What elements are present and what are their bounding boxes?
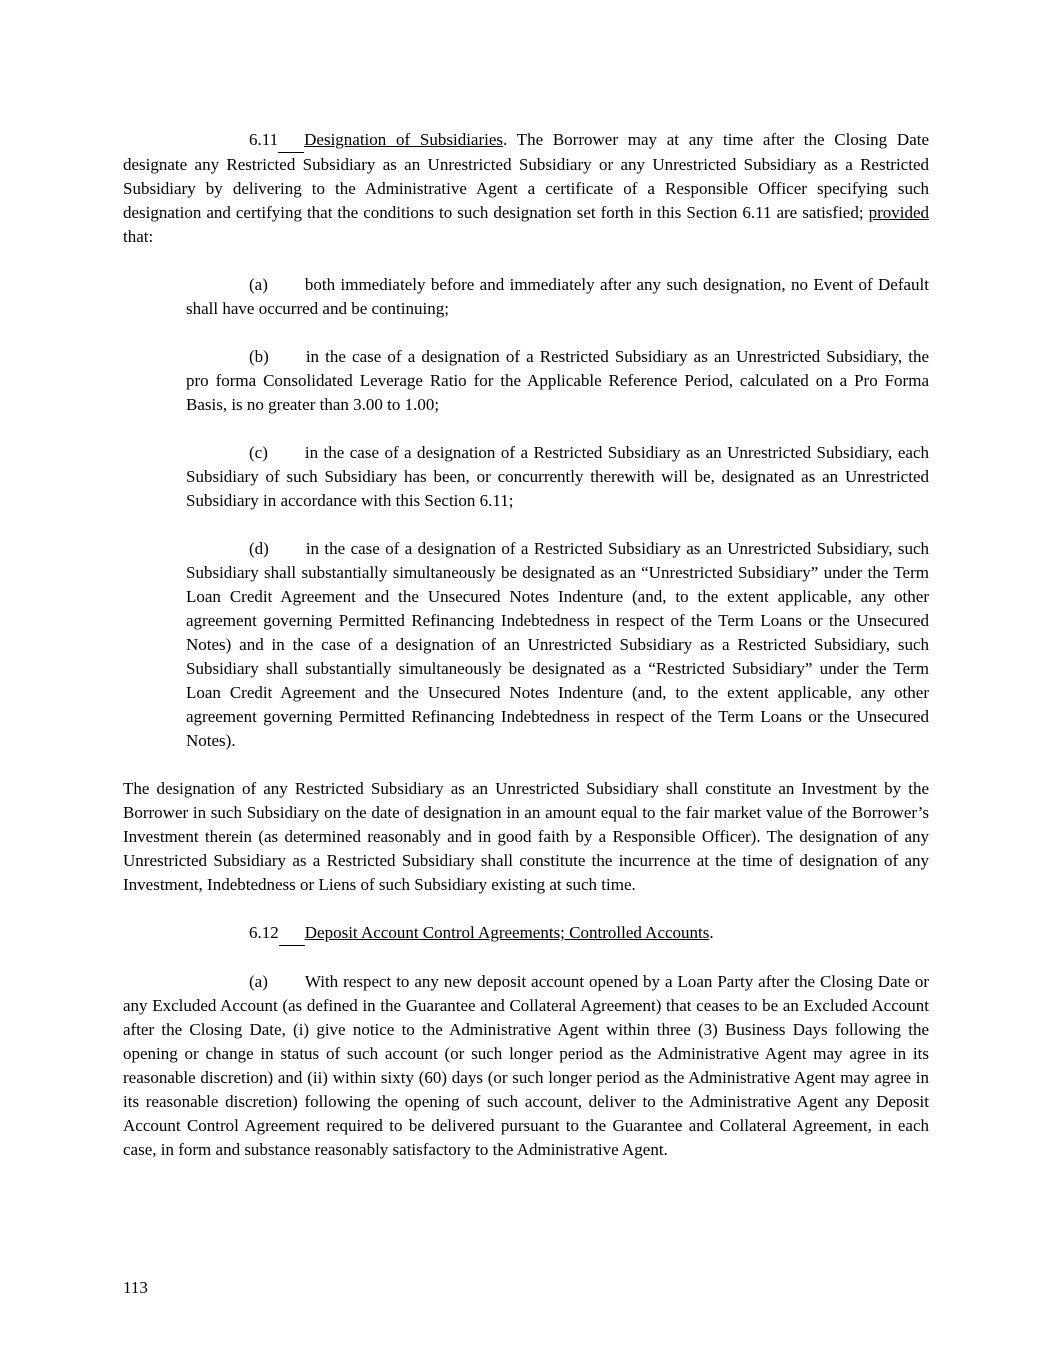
text-run: .: [709, 923, 714, 942]
tab-space: [268, 441, 305, 465]
text-run: 6.12: [249, 923, 279, 942]
text-run: The designation of any Restricted Subsidiary as an Unrestricted Subsidiary shall constitute an Investment by the Borrower in such Subsidiary on the date of designation in an amount equal to the fair market value of the Borrower’s Investment therein (as determined reasonably and in good faith by a Responsible Officer). The designation of any Unrestricted Subsidiary as a Restricted Subsidiary shall constitute the incurrence at the time of designation of any Investment, Indebtedness or Liens of such Subsidiary existing at such time.: [123, 779, 929, 894]
para-section-6-11: [123, 128, 929, 249]
tab-space: [269, 345, 306, 369]
text-run: Deposit Account Control Agreements; Controlled Accounts: [304, 923, 710, 942]
tab-space: [268, 970, 305, 994]
tab-space: [269, 537, 306, 561]
text-run: that:: [123, 227, 154, 246]
text-run: . The Borrower may at any time after the Closing Date designate any Restricted Subsidiary as an Unrestricted Subsidiary or any Unrestricted Subsidiary as a Restricted Subsidiary by delivering to the Administrative Agent a certificate of a Responsible Officer specifying such designation and certifying that the conditions to such designation set forth in this Section 6.11 are satisfied;: [123, 130, 930, 222]
text-run: in the case of a designation of a Restricted Subsidiary as an Unrestricted Subsidiary, such Subsidiary shall substantially simultaneously be designated as an “Unrestricted Subsidiary” under the Term Loan Credit Agreement and the Unsecured Notes Indenture (and, to the extent applicable, any other agreement governing Permitted Refinancing Indebtedness in respect of the Term Loans or the Unsecured Notes) and in the case of a designation of an Unrestricted Subsidiary as a Restricted Subsidiary, such Subsidiary shall substantially simultaneously be designated as a “Restricted Subsidiary” under the Term Loan Credit Agreement and the Unsecured Notes Indenture (and, to the extent applicable, any other agreement governing Permitted Refinancing Indebtedness in respect of the Term Loans or the Unsecured Notes).: [186, 539, 929, 750]
para-6-12-a: [123, 970, 929, 1162]
text-run: Designation of Subsidiaries: [304, 130, 504, 149]
tab-space: [278, 128, 304, 153]
text-run: (a): [249, 275, 268, 294]
text-run: 6.11: [249, 130, 279, 149]
tab-space: [268, 273, 305, 297]
text-run: in the case of a designation of a Restricted Subsidiary as an Unrestricted Subsidiary, the pro forma Consolidated Leverage Ratio for the Applicable Reference Period, calculated on a Pro Forma Basis, is no greater than 3.00 to 1.00;: [186, 347, 929, 414]
page-number: 113: [123, 1278, 148, 1297]
text-run: provided: [868, 203, 929, 222]
para-6-11-b: [186, 345, 929, 417]
para-6-11-d: [186, 537, 929, 753]
text-run: With respect to any new deposit account opened by a Loan Party after the Closing Date or any Excluded Account (as defined in the Guarantee and Collateral Agreement) that ceases to be an Excluded Account after the Closing Date, (i) give notice to the Administrative Agent within three (3) Business Days following the opening or change in status of such account (or such longer period as the Administrative Agent may agree in its reasonable discretion) and (ii) within sixty (60) days (or such longer period as the Administrative Agent may agree in its reasonable discretion) following the opening of such account, deliver to the Administrative Agent any Deposit Account Control Agreement required to be delivered pursuant to the Guarantee and Collateral Agreement, in each case, in form and substance reasonably satisfactory to the Administrative Agent.: [123, 972, 929, 1159]
tab-space: [279, 921, 305, 946]
text-run: (d): [249, 539, 269, 558]
text-run: (a): [249, 972, 268, 991]
para-designation-constitutes-investment: [123, 777, 929, 897]
para-6-11-c: [186, 441, 929, 513]
text-run: both immediately before and immediately after any such designation, no Event of Default shall have occurred and be continuing;: [186, 275, 929, 318]
para-section-6-12: [123, 921, 929, 946]
text-run: (c): [249, 443, 268, 462]
para-6-11-a: [186, 273, 929, 321]
text-run: (b): [249, 347, 269, 366]
document-body: [123, 128, 929, 1186]
text-run: in the case of a designation of a Restricted Subsidiary as an Unrestricted Subsidiary, each Subsidiary of such Subsidiary has been, or concurrently therewith will be, designated as an Unrestricted Subsidiary in accordance with this Section 6.11;: [186, 443, 929, 510]
